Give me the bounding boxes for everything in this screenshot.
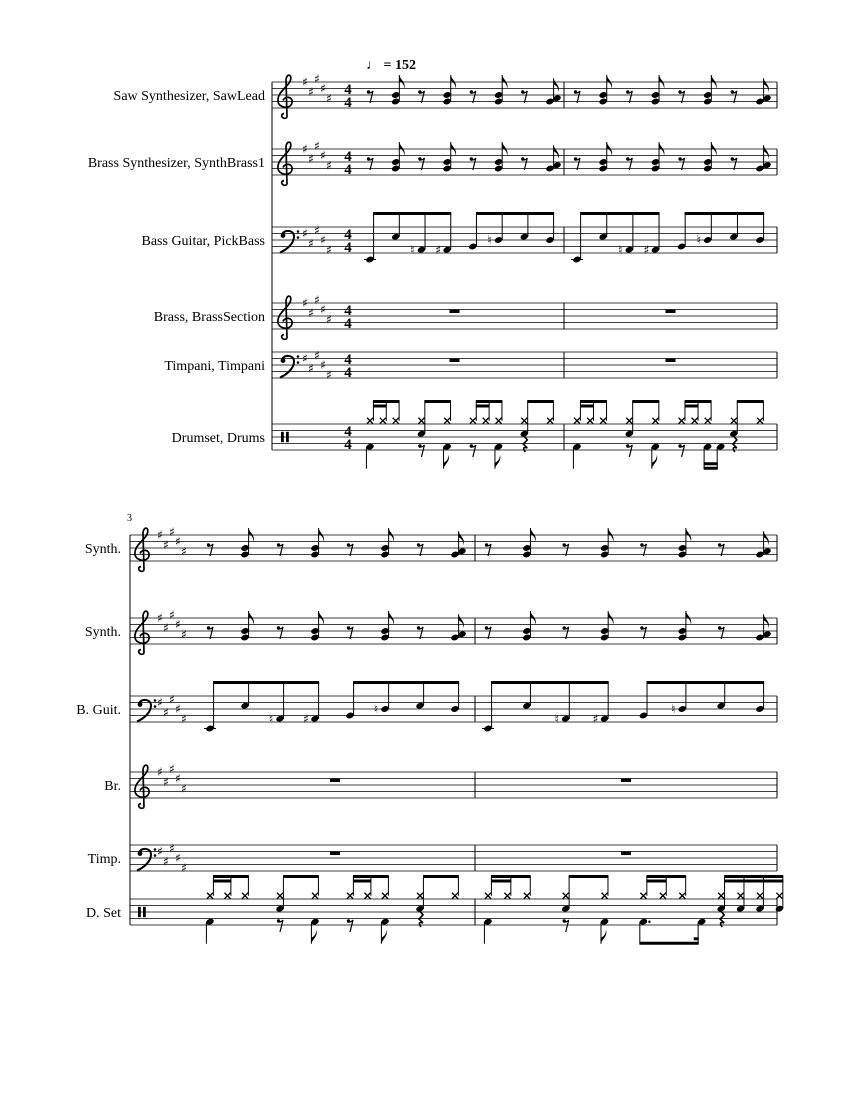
hihat-x-notehead [524,893,530,899]
hihat-x-notehead [207,893,213,899]
flag [764,78,769,92]
instrument-label: Br. [104,779,121,794]
staff-rest-5 [88,841,777,875]
beam [737,400,764,403]
flag [652,455,657,469]
sharp-icon: ♯ [308,151,314,166]
sharp-icon: ♯ [181,860,187,875]
measure-4 [483,875,784,945]
beam [569,875,609,878]
hihat-x-notehead [277,893,283,899]
hihat-x-notehead [600,418,606,424]
measure-3 [330,852,340,856]
measure-1 [364,212,555,263]
sharp-icon: ♯ [643,242,650,257]
natural-icon: ♮ [618,242,623,257]
system-2 [76,525,784,945]
eighth-rest [278,920,283,932]
sharp-icon: ♯ [320,302,326,317]
beam [213,681,319,684]
beam [423,875,459,878]
time-signature-top: 4 [344,227,352,243]
flag [764,531,769,545]
natural-icon: ♮ [373,702,379,716]
hihat-x-notehead [417,893,423,899]
sharp-icon: ♯ [169,607,175,622]
sharp-icon: ♯ [302,296,308,310]
whole-rest [666,310,676,314]
hihat-x-notehead [225,893,231,899]
beam [580,212,659,215]
bass-clef-dot [138,702,143,707]
bass-clef-dot [154,699,157,702]
flag [381,930,386,944]
time-signature-bottom: 4 [344,437,352,453]
hihat-x-notehead [776,893,782,899]
sharp-icon: ♯ [181,711,187,726]
sharp-icon: ♯ [175,534,181,549]
instrument-label: Timpani, Timpani [164,359,265,374]
natural-icon: ♮ [671,702,676,716]
hihat-x-notehead [496,418,502,424]
sharp-icon: ♯ [314,348,320,363]
beam [685,400,712,403]
hihat-x-notehead [380,418,386,424]
sharp-icon: ♯ [163,774,169,789]
hihat-x-notehead [660,893,666,899]
flag [554,78,559,92]
beam [580,400,607,403]
measure-2 [572,400,763,470]
staff-bass-3 [76,681,777,732]
sharp-icon: ♯ [157,765,163,779]
instrument-label: D. Set [86,906,121,921]
beam-16th [694,937,699,940]
measure-1 [367,142,562,172]
sharp-icon: ♯ [181,544,187,559]
natural-icon: ♮ [696,233,701,247]
sharp-icon: ♯ [175,851,181,865]
hihat-x-notehead [504,893,510,899]
whole-rest [330,852,340,856]
hihat-x-notehead [679,418,685,424]
hihat-x-notehead [640,893,646,899]
measure-number: 3 [127,513,132,524]
hihat-x-notehead [483,418,489,424]
time-signature-bottom: 4 [344,316,352,332]
staff-rest-4 [154,293,777,340]
sharp-icon: ♯ [181,627,187,642]
bass-clef-dot [154,854,157,857]
sharp-icon: ♯ [169,692,175,707]
hihat-x-notehead [242,893,248,899]
beam-16th [491,880,511,883]
hihat-x-notehead [521,418,527,424]
beam [491,875,531,878]
hihat-x-notehead [367,418,373,424]
flag [459,614,464,628]
staff-bass-3 [142,212,778,263]
bass-clef-dot [297,236,300,239]
measure-4 [485,528,772,558]
measure-2 [574,75,772,105]
beam [647,681,765,684]
hihat-x-notehead [602,893,608,899]
natural-icon: ♮ [268,711,274,726]
percussion-clef-icon [286,432,289,442]
percussion-clef-icon [281,432,284,442]
whole-rest [330,779,340,783]
sharp-icon: ♯ [308,236,314,251]
measure-1 [365,400,553,469]
hihat-x-notehead [692,418,698,424]
sharp-icon: ♯ [326,367,332,382]
measure-3 [207,611,467,641]
sharp-icon: ♯ [157,695,163,710]
beam [476,400,503,403]
hihat-x-notehead [574,418,580,424]
beam [373,212,451,215]
measure-4 [485,611,772,641]
sharp-icon: ♯ [326,158,332,173]
hihat-x-notehead [626,418,632,424]
flag [764,145,769,159]
staff-synth-1 [85,525,777,572]
hihat-x-notehead [731,418,737,424]
eighth-rest [627,445,632,457]
sharp-icon: ♯ [303,711,309,726]
sharp-icon: ♯ [435,242,442,257]
hihat-x-notehead [365,893,371,899]
measure-4 [621,779,631,783]
sharp-icon: ♯ [326,312,332,327]
bass-clef-dot [154,705,157,708]
hihat-x-notehead [452,893,458,899]
sharp-icon: ♯ [314,292,320,307]
bass-clef-dot [297,355,300,358]
flag [495,455,500,469]
beam [424,400,451,403]
beam-16th [580,405,594,408]
sharp-icon: ♯ [175,617,181,632]
hihat-x-notehead [757,418,763,424]
eighth-rest [564,920,569,932]
sharp-icon: ♯ [302,75,308,89]
staff-synth-2 [85,608,777,655]
staff-rest-5 [164,348,777,382]
measure-2 [571,212,765,263]
sharp-icon: ♯ [314,223,320,238]
beam [685,212,764,215]
hihat-x-notehead [393,418,399,424]
eighth-rest [348,920,353,932]
flag [764,614,769,628]
beam [724,875,783,878]
beam-16th [744,880,764,883]
measure-3 [207,528,467,558]
beam-16th [213,880,231,883]
sharp-icon: ♯ [163,620,169,635]
dot [648,921,650,923]
instrument-label: Brass, BrassSection [153,310,265,325]
sharp-icon: ♯ [326,91,332,106]
staff-drums-6 [86,875,784,945]
whole-rest [621,779,631,783]
hihat-x-notehead [312,893,318,899]
beam [373,400,400,403]
measure-2 [666,310,676,314]
flag [311,930,316,944]
beam [527,400,554,403]
measure-3 [205,875,458,944]
hihat-x-notehead [470,418,476,424]
beam-16th [704,462,718,465]
sharp-icon: ♯ [314,71,320,86]
time-signature-top: 4 [344,149,352,165]
instrument-label: Synth. [84,542,121,557]
natural-icon: ♮ [410,242,415,257]
measure-4 [482,681,765,732]
sharp-icon: ♯ [320,81,326,96]
hihat-x-notehead [418,418,424,424]
sharp-icon: ♯ [302,226,308,241]
flag [459,531,464,545]
whole-rest [666,359,676,363]
hihat-x-notehead [382,893,388,899]
flag [554,145,559,159]
instrument-label: Bass Guitar, PickBass [141,234,265,249]
sharp-icon: ♯ [308,305,314,320]
bass-clef-dot [138,851,143,856]
instrument-label: Saw Synthesizer, SawLead [113,89,265,104]
beam-16th [685,405,699,408]
hihat-x-notehead [679,893,685,899]
measure-3 [330,779,340,783]
beam-16th [373,405,387,408]
hihat-x-notehead [347,893,353,899]
instrument-label: Timp. [87,852,121,867]
hihat-x-notehead [718,893,724,899]
beam [353,875,389,878]
beam [353,681,459,684]
percussion-clef-icon [138,907,141,917]
whole-rest [450,359,460,363]
beam [213,875,249,878]
staff-drums-6 [172,400,777,470]
system-1 [88,72,777,470]
measure-2 [666,359,676,363]
measure-1 [367,75,562,105]
beam-16th [476,405,490,408]
eighth-rest [419,445,424,457]
measure-1 [450,359,460,363]
hihat-x-notehead [563,893,569,899]
beam [646,875,686,878]
bass-clef-dot [281,358,286,363]
sharp-icon: ♯ [592,711,599,726]
beam [704,467,718,470]
sharp-icon: ♯ [320,148,326,163]
sharp-icon: ♯ [308,84,314,99]
tempo-marking: ♩ = 152 [366,58,416,73]
staff-rest-4 [104,762,777,809]
hihat-x-notehead [652,418,658,424]
sharp-icon: ♯ [326,242,332,257]
hihat-x-notehead [485,893,491,899]
instrument-label: B. Guit. [76,703,121,718]
sharp-icon: ♯ [308,361,314,376]
beam-16th [724,880,744,883]
sharp-icon: ♯ [314,138,320,153]
measure-3 [204,681,460,732]
sharp-icon: ♯ [163,854,169,869]
natural-icon: ♮ [554,711,559,726]
beam-16th [353,880,371,883]
sharp-icon: ♯ [157,528,163,542]
hihat-x-notehead [444,418,450,424]
eighth-rest [471,445,476,457]
hihat-x-notehead [705,418,711,424]
sharp-icon: ♯ [302,351,308,366]
sharp-icon: ♯ [169,524,175,539]
sharp-icon: ♯ [302,142,308,156]
time-signature-bottom: 4 [344,365,352,381]
instrument-label: Synth. [84,625,121,640]
sharp-icon: ♯ [169,841,175,856]
hihat-x-notehead [738,893,744,899]
time-signature-bottom: 4 [344,162,352,178]
bass-clef-dot [281,233,286,238]
flag [444,455,449,469]
sharp-icon: ♯ [175,702,181,716]
beam [283,875,319,878]
beam [639,942,698,945]
time-signature-top: 4 [344,82,352,98]
beam [491,681,609,684]
sharp-icon: ♯ [157,844,163,859]
measure-2 [574,142,772,172]
bass-clef-dot [154,848,157,851]
hihat-x-notehead [547,418,553,424]
natural-icon: ♮ [487,233,492,247]
sharp-icon: ♯ [181,781,187,796]
time-signature-bottom: 4 [344,240,352,256]
beam-16th [646,880,666,883]
sharp-icon: ♯ [157,611,163,625]
sharp-icon: ♯ [169,761,175,776]
time-signature-top: 4 [344,303,352,319]
hihat-x-notehead [587,418,593,424]
sharp-icon: ♯ [320,358,326,372]
staff-synth-1 [114,72,777,119]
instrument-label: Brass Synthesizer, SynthBrass1 [87,156,265,171]
sharp-icon: ♯ [320,233,326,247]
beam [632,400,659,403]
time-signature-bottom: 4 [344,95,352,111]
sharp-icon: ♯ [175,771,181,786]
instrument-label: Drumset, Drums [171,431,265,446]
whole-rest [450,310,460,314]
measure-1 [450,310,460,314]
measure-4 [621,852,631,856]
beam-16th [763,880,783,883]
whole-rest [621,852,631,856]
bass-clef-dot [297,230,300,233]
sharp-icon: ♯ [163,537,169,552]
time-signature-top: 4 [344,424,352,440]
eighth-rest [680,445,685,457]
percussion-clef-icon [143,907,146,917]
beam [476,212,554,215]
sharp-icon: ♯ [163,705,169,720]
staff-synth-2 [88,139,777,186]
flag [601,930,606,944]
time-signature-top: 4 [344,352,352,368]
bass-clef-dot [297,361,300,364]
hihat-x-notehead [757,893,763,899]
